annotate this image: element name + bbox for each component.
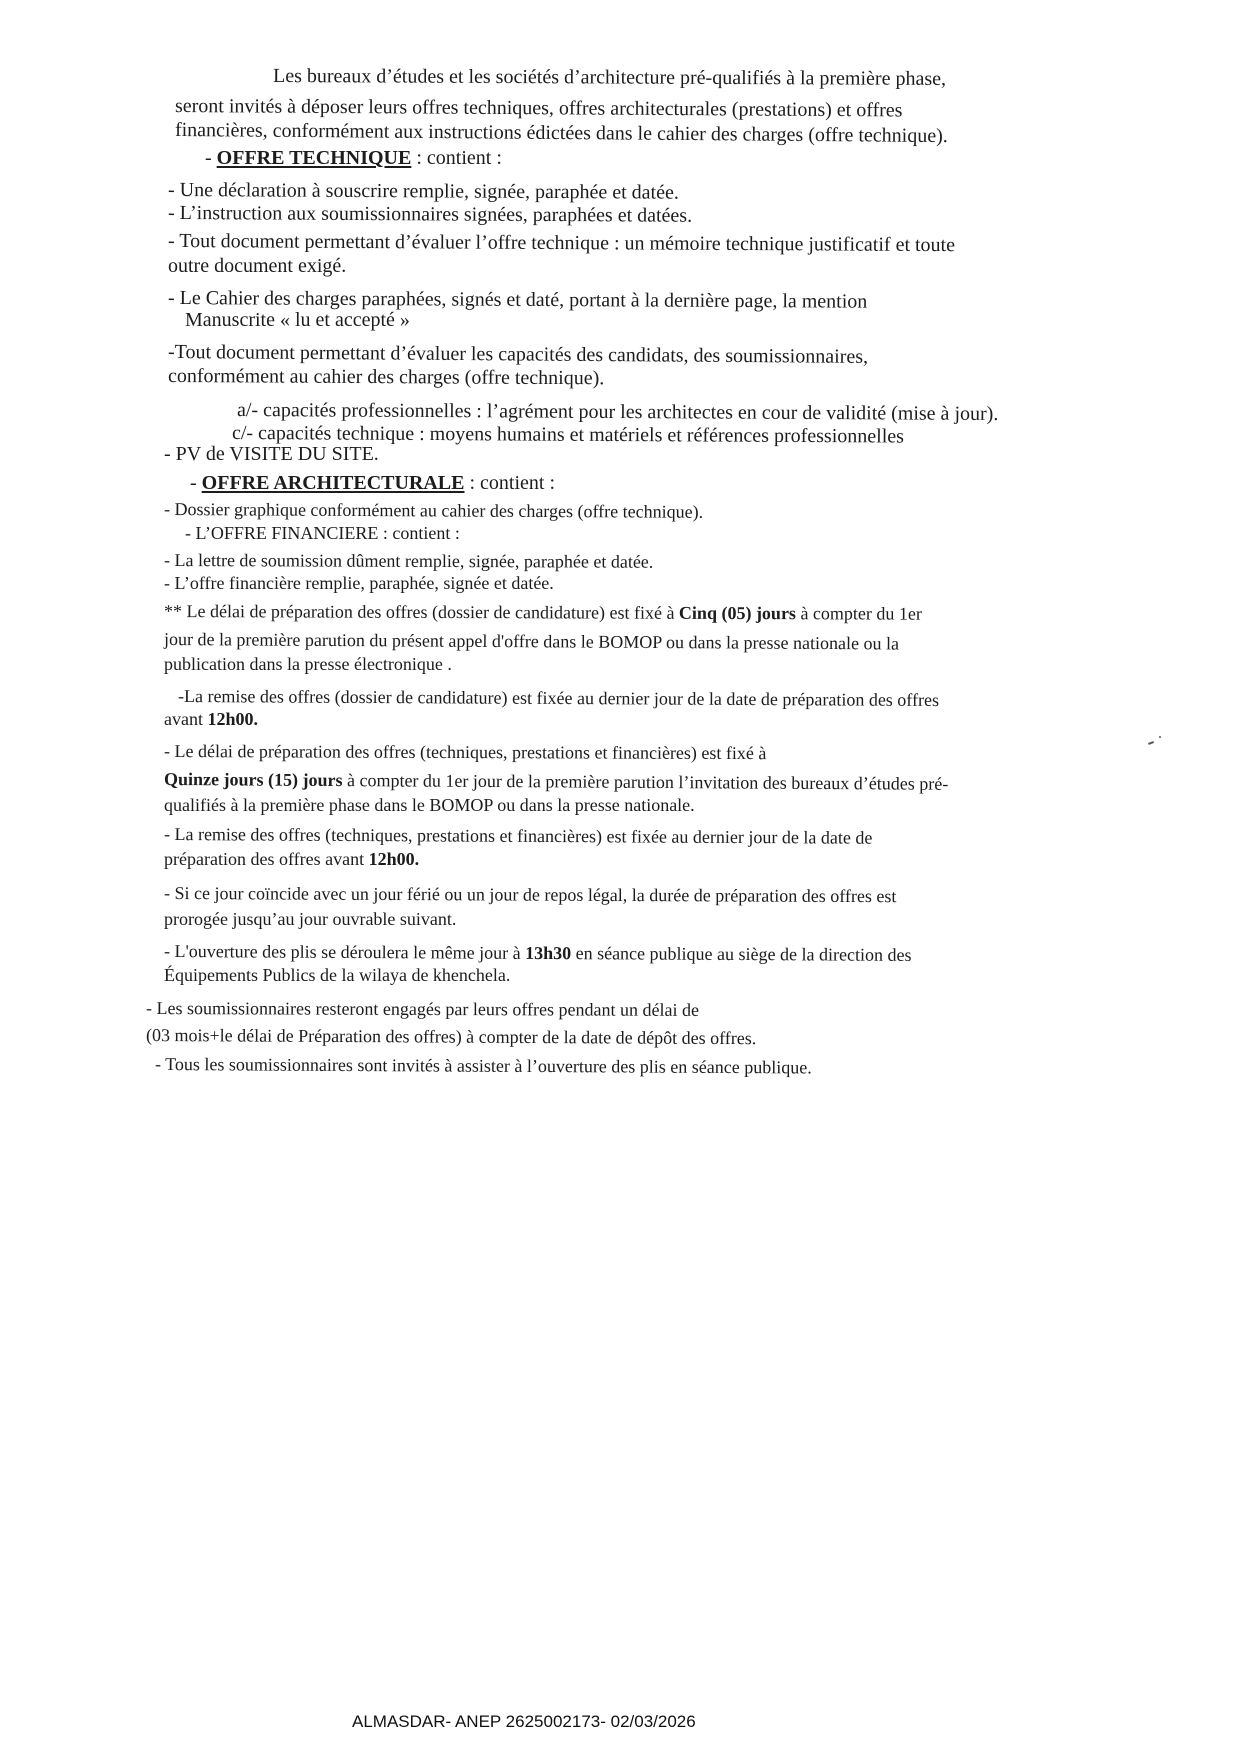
- offre-technique-item-11: - PV de VISITE DU SITE.: [164, 443, 379, 465]
- intro-line-1: Les bureaux d’études et les sociétés d’architecture pré-qualifiés à la première phase,: [272, 65, 947, 90]
- offre-technique-item-1: - Une déclaration à souscrire remplie, signée, paraphée et datée.: [167, 179, 679, 204]
- offre-technique-item-2: - L’instruction aux soumissionnaires signées, paraphées et datées.: [167, 202, 693, 227]
- remise-offres-time: 12h00.: [368, 849, 420, 869]
- offre-architecturale-item-1: - Dossier graphique conformément au cahier des charges (offre technique).: [163, 499, 704, 522]
- jour-ferie-line-1: - Si ce jour coïncide avec un jour férié ou un jour de repos légal, la durée de préparation des offres est: [163, 883, 897, 907]
- offre-technique-suffix: : contient :: [411, 147, 502, 169]
- offre-financiere-item-1: - La lettre de soumission dûment remplie, signée, paraphée et datée.: [163, 550, 654, 572]
- offre-architecturale-suffix: : contient :: [464, 472, 556, 494]
- delai-offres-text: à compter du 1er jour de la première parution l’invitation des bureaux d’études pré-: [342, 770, 949, 794]
- remise-offres-line-2: [164, 850, 419, 868]
- footer-reference: ALMASDAR- ANEP 2625002173- 02/03/2026: [352, 1712, 696, 1731]
- offre-technique-item-3: - Tout document permettant d’évaluer l’offre technique : un mémoire technique justificatif et toute: [167, 230, 956, 257]
- offre-technique-title: OFFRE TECHNIQUE: [216, 147, 412, 169]
- offre-financiere-item-2: - L’offre financière remplie, paraphée, signée et datée.: [164, 573, 554, 593]
- offre-architecturale-title: OFFRE ARCHITECTURALE: [201, 472, 465, 494]
- jour-ferie-line-2: prorogée jusqu’au jour ouvrable suivant.: [164, 909, 457, 929]
- intro-line-2: seront invités à déposer leurs offres techniques, offres architecturales (prestations) et offres: [174, 95, 903, 122]
- delai-candidature-text: ** Le délai de préparation des offres (dossier de candidature) est fixé à: [163, 601, 679, 623]
- offre-financiere-heading: - L’OFFRE FINANCIERE : contient :: [185, 523, 460, 543]
- remise-candidature-time: 12h00.: [207, 709, 258, 729]
- offre-technique-item-6: Manuscrite « lu et accepté »: [185, 309, 410, 331]
- offre-technique-item-5: - Le Cahier des charges paraphées, signés et daté, portant à la dernière page, la mention: [167, 287, 868, 313]
- intro-line-3: financières, conformément aux instructions édictées dans le cahier des charges (offre technique).: [174, 119, 948, 148]
- offre-technique-item-10: c/- capacités technique : moyens humains et matériels et références professionnelles: [231, 422, 905, 448]
- delai-offres-line-3: qualifiés à la première phase dans le BOMOP ou dans la presse nationale.: [164, 795, 695, 815]
- remise-candidature-before: avant: [164, 709, 208, 729]
- ouverture-time: 13h30: [525, 942, 572, 964]
- ouverture-text-end: en séance publique au siège de la direction des: [571, 943, 912, 965]
- ouverture-line-2: Équipements Publics de la wilaya de khenchela.: [164, 965, 511, 985]
- scan-speck: [1159, 736, 1161, 738]
- ouverture-line-1: [164, 942, 912, 964]
- offre-technique-prefix: -: [205, 147, 217, 169]
- ouverture-text: - L'ouverture des plis se déroulera le même jour à: [163, 941, 526, 963]
- offre-technique-item-4: outre document exigé.: [168, 255, 347, 277]
- delai-candidature-line-1: [164, 602, 922, 623]
- delai-candidature-line-2: jour de la première parution du présent appel d'offre dans le BOMOP ou dans la presse nationale ou la: [163, 629, 900, 654]
- engagement-line-2: (03 mois+le délai de Préparation des offres) à compter de la date de dépôt des offres.: [145, 1025, 757, 1049]
- delai-offres-line-1: - Le délai de préparation des offres (techniques, prestations et financières) est fixé à: [163, 741, 767, 764]
- offre-technique-item-9: a/- capacités professionnelles : l’agrément pour les architectes en cour de validité (mise à jour).: [236, 399, 999, 425]
- offre-technique-item-7: -Tout document permettant d’évaluer les capacités des candidats, des soumissionnaires,: [167, 341, 869, 368]
- remise-offres-before: préparation des offres avant: [164, 849, 369, 869]
- delai-candidature-text-end: à compter du 1er: [795, 603, 922, 624]
- engagement-line-1: - Les soumissionnaires resteront engagés par leurs offres pendant un délai de: [145, 998, 700, 1020]
- invitation-line: - Tous les soumissionnaires sont invités à assister à l’ouverture des plis en séance publique.: [154, 1054, 812, 1078]
- offre-technique-heading: [205, 148, 502, 168]
- delai-offres-line-2: [164, 770, 948, 793]
- delai-offres-duration: Quinze jours (15) jours: [163, 769, 343, 791]
- offre-technique-item-8: conformément au cahier des charges (offre technique).: [167, 365, 605, 390]
- delai-candidature-duration: Cinq (05) jours: [678, 602, 796, 624]
- remise-candidature-line-1: -La remise des offres (dossier de candidature) est fixée au dernier jour de la date de préparation des offres: [177, 686, 940, 710]
- offre-architecturale-heading: [190, 473, 555, 493]
- remise-candidature-line-2: [164, 710, 258, 728]
- remise-offres-line-1: - La remise des offres (techniques, prestations et financières) est fixée au dernier jour de la date de: [163, 824, 873, 848]
- offre-architecturale-prefix: -: [190, 472, 202, 494]
- delai-candidature-line-3: publication dans la presse électronique .: [164, 654, 452, 674]
- scan-speck: [1148, 741, 1154, 745]
